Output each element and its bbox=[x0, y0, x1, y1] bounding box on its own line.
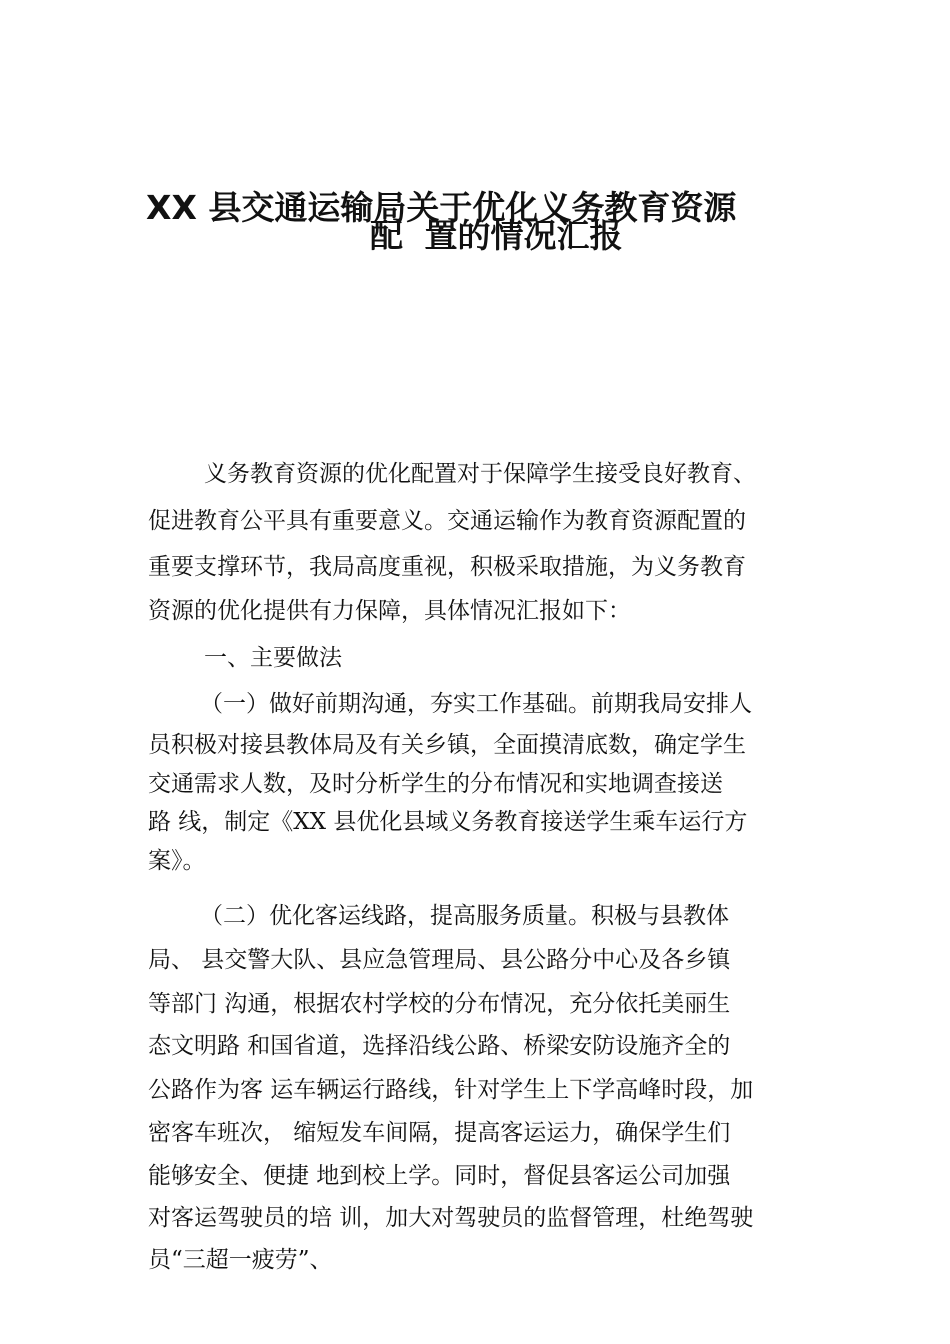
paragraph-line: 对客运驾驶员的培 训，加大对驾驶员的监督管理，杜绝驾驶 bbox=[148, 1205, 754, 1231]
paragraph-line: （二）优化客运线路，提高服务质量。积极与县教体 bbox=[200, 903, 729, 929]
paragraph-line: 路 线，制定《XX 县优化县域义务教育接送学生乘车运行方 bbox=[148, 809, 748, 835]
paragraph-line: （一）做好前期沟通，夯实工作基础。前期我局安排人 bbox=[200, 691, 752, 717]
paragraph-line: 密客车班次， 缩短发车间隔，提高客运运力，确保学生们 bbox=[148, 1120, 731, 1146]
document-title-line-1: XX 县交通运输局关于优化义务教育资源 bbox=[146, 188, 737, 227]
paragraph-line: 员“三超一疲劳”、 bbox=[148, 1247, 333, 1273]
paragraph-line: 等部门 沟通，根据农村学校的分布情况，充分依托美丽生 bbox=[148, 991, 731, 1017]
document-title-line-2: 配 置的情况汇报 bbox=[370, 216, 623, 255]
paragraph-line: 重要支撑环节，我局高度重视，积极采取措施，为义务教育 bbox=[148, 554, 746, 580]
paragraph-line: 能够安全、便捷 地到校上学。同时，督促县客运公司加强 bbox=[148, 1163, 731, 1189]
paragraph-line: 局、 县交警大队、县应急管理局、县公路分中心及各乡镇 bbox=[148, 947, 731, 973]
paragraph-line: 资源的优化提供有力保障，具体情况汇报如下： bbox=[148, 598, 631, 624]
section-heading: 一、主要做法 bbox=[204, 645, 342, 671]
paragraph-line: 员积极对接县教体局及有关乡镇，全面摸清底数，确定学生 bbox=[148, 732, 746, 758]
paragraph-line: 态文明路 和国省道，选择沿线公路、桥梁安防设施齐全的 bbox=[148, 1033, 731, 1059]
paragraph-line: 案》。 bbox=[148, 848, 206, 874]
paragraph-line: 义务教育资源的优化配置对于保障学生接受良好教育、 bbox=[204, 461, 756, 487]
paragraph-line: 交通需求人数，及时分析学生的分布情况和实地调查接送 bbox=[148, 771, 723, 797]
paragraph-line: 公路作为客 运车辆运行路线，针对学生上下学高峰时段，加 bbox=[148, 1077, 754, 1103]
paragraph-line: 促进教育公平具有重要意义。交通运输作为教育资源配置的 bbox=[148, 508, 746, 534]
